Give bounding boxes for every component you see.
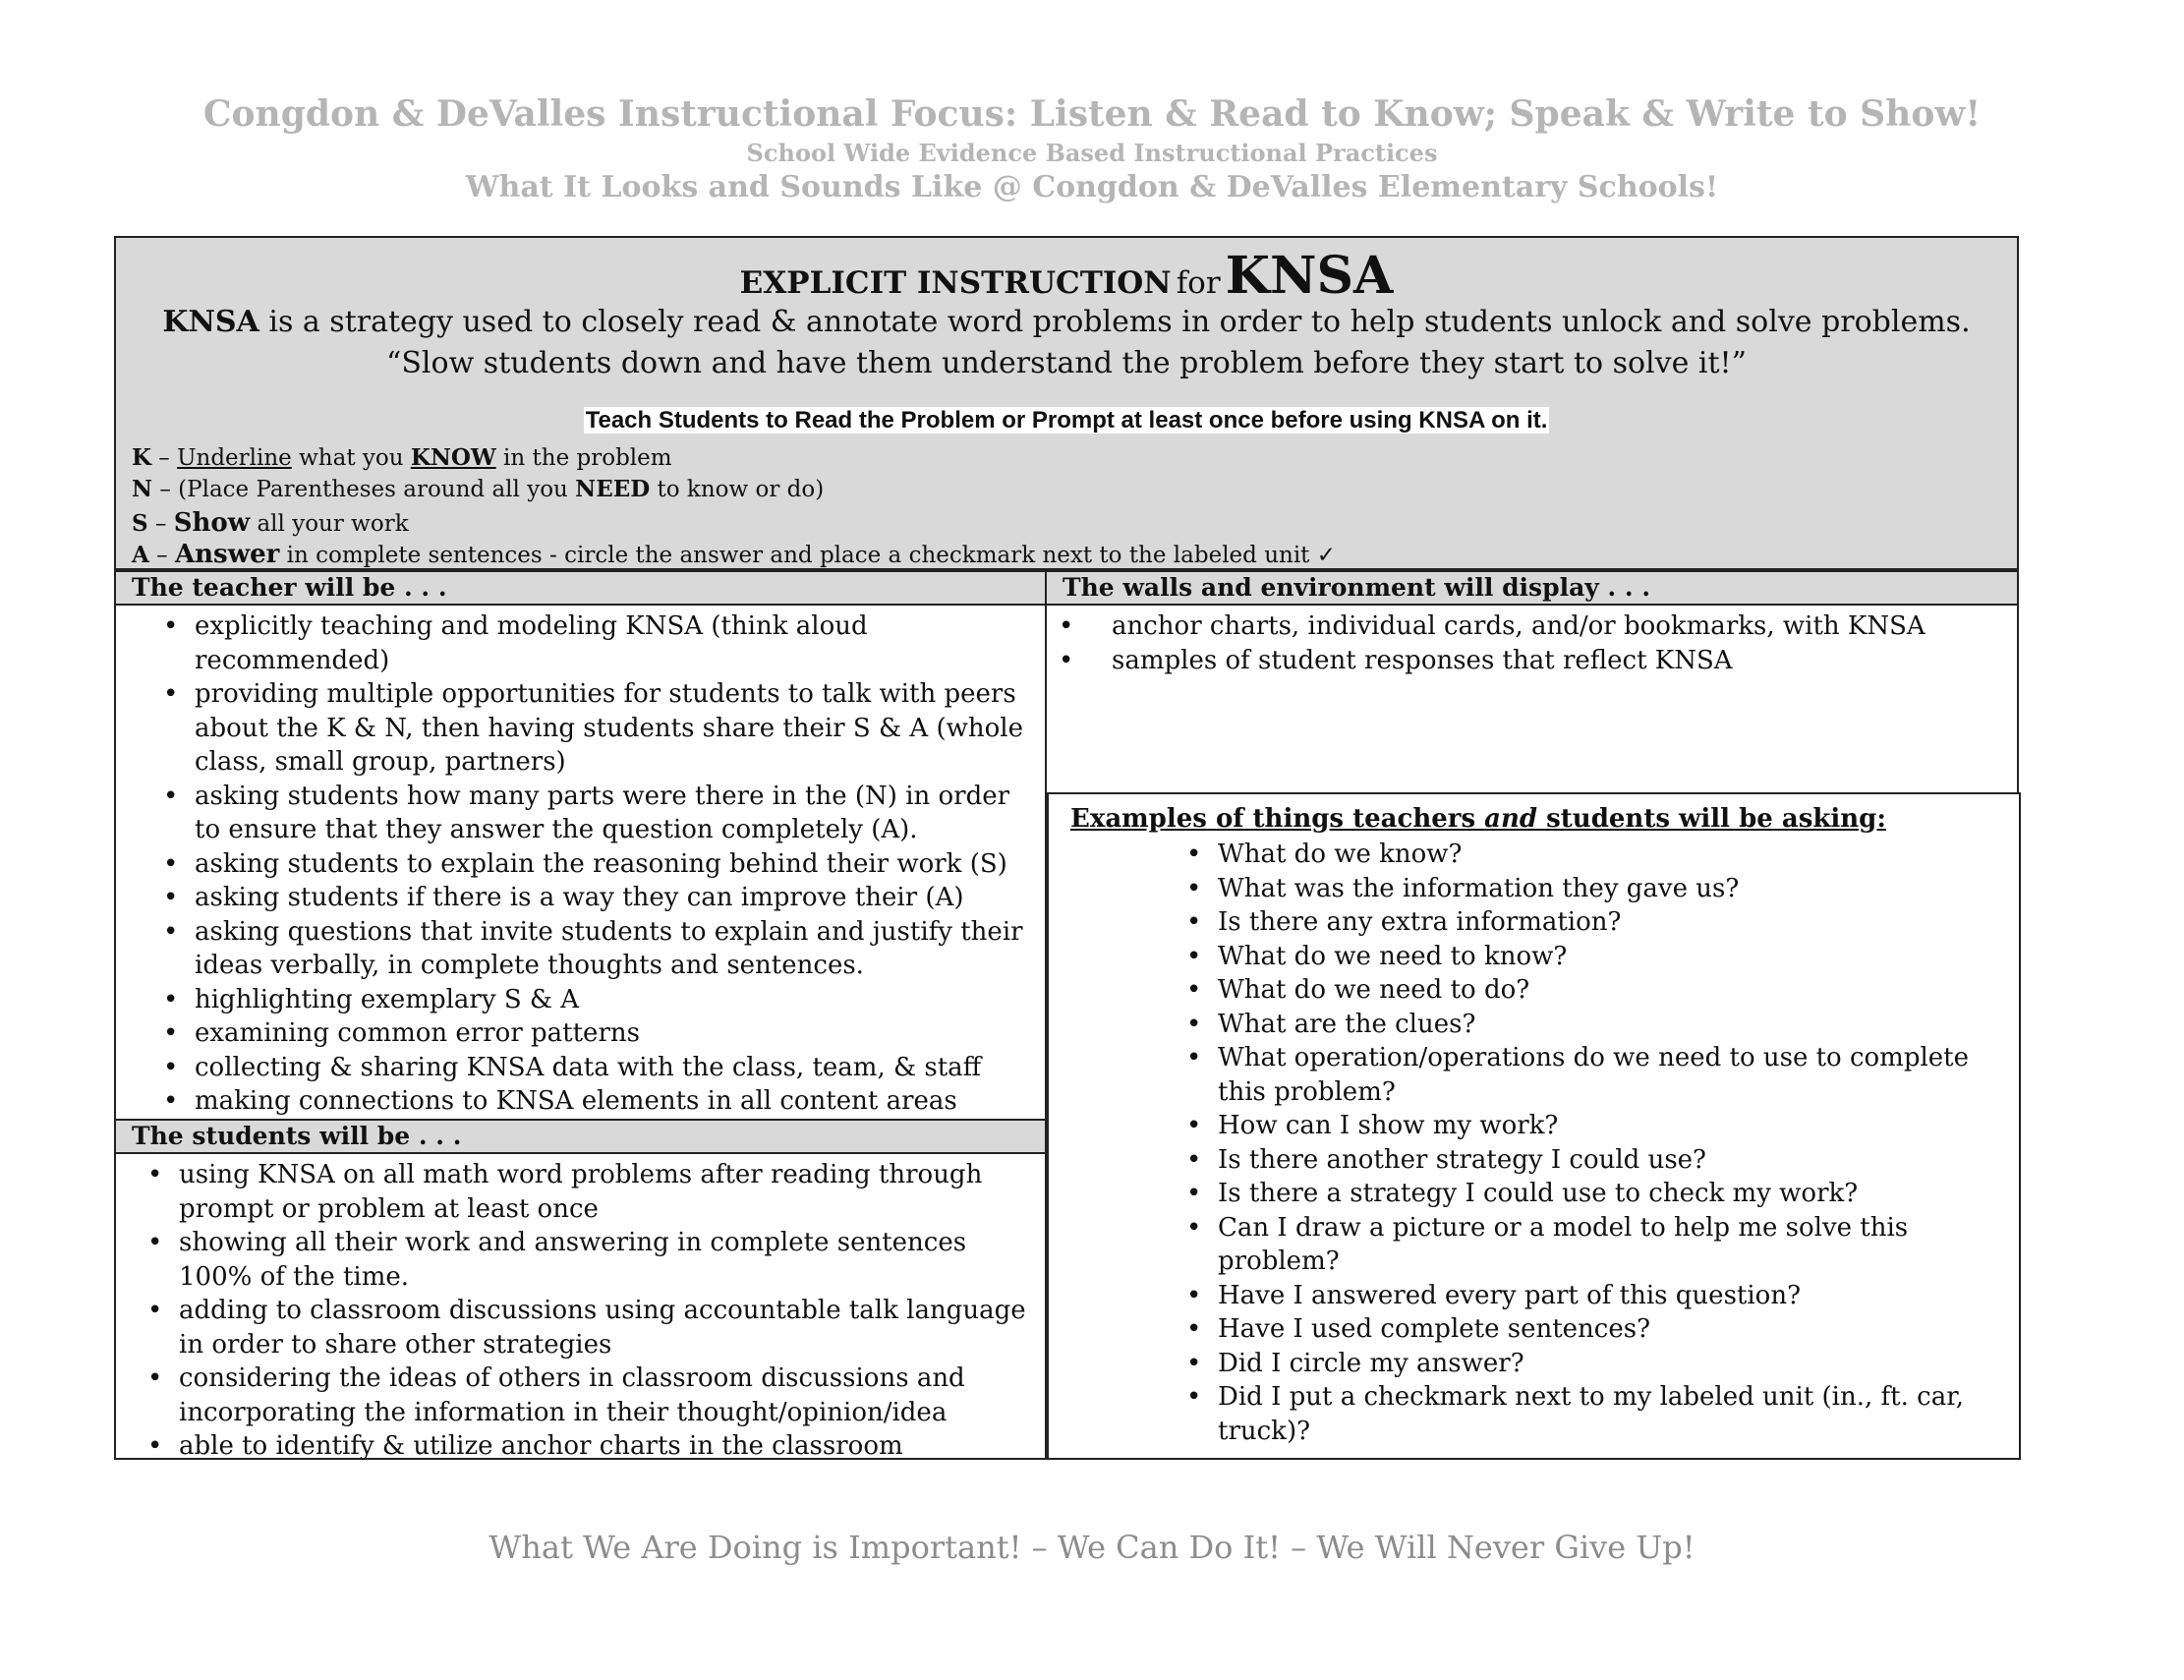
examples-list-item: • Is there a strategy I could use to check my work?: [1175, 1177, 2020, 1211]
examples-list-item: • What was the information they gave us?: [1175, 872, 2020, 906]
k-letter: K: [132, 444, 151, 471]
knsa-quote: “Slow students down and have them understand the problem before they start to solve it!”: [386, 346, 1747, 380]
examples-list-item: • Have I answered every part of this question?: [1175, 1279, 2020, 1313]
examples-heading: [1070, 804, 1886, 834]
a-keyword: Answer: [174, 540, 280, 569]
walls-section: [1045, 570, 2019, 794]
n-sep: –: [152, 477, 179, 502]
header-subtitle: School Wide Evidence Based Instructional Practices: [746, 139, 1438, 167]
knsa-overview-box: [114, 236, 2019, 570]
examples-list: [1175, 838, 2020, 1448]
students-list-item: • adding to classroom discussions using accountable talk language in order to share other strategies: [136, 1294, 1040, 1361]
examples-list-item: • What do we need to do?: [1175, 973, 2020, 1008]
teacher-list-item: • highlighting exemplary S & A: [151, 983, 1036, 1017]
walls-heading: The walls and environment will display . . .: [1047, 572, 2017, 606]
teacher-list-item: • asking students if there is a way they can improve their (A): [151, 881, 1036, 915]
students-list: [136, 1158, 1040, 1464]
s-letter: S: [132, 510, 148, 537]
s-keyword: Show: [173, 508, 251, 538]
students-list-item: • considering the ideas of others in classroom discussions and incorporating the information in their thought/opinion/idea: [136, 1361, 1040, 1429]
knsa-description: [116, 305, 2017, 339]
n-pre: (Place Parentheses around all you: [178, 477, 576, 502]
a-sep: –: [148, 543, 175, 568]
title-strategy: KNSA: [1225, 246, 1394, 306]
examples-list-item: • How can I show my work?: [1175, 1109, 2020, 1143]
n-keyword: NEED: [575, 476, 651, 502]
students-list-item: • using KNSA on all math word problems after reading through prompt or problem at least once: [136, 1158, 1040, 1226]
s-sep: –: [147, 511, 174, 537]
walls-list: [1047, 609, 2000, 677]
examples-title-em: and: [1484, 804, 1538, 834]
a-line: [132, 540, 1336, 569]
k-line: [132, 444, 672, 471]
n-rest: to know or do): [650, 477, 825, 502]
students-list-item: • showing all their work and answering in complete sentences 100% of the time.: [136, 1226, 1040, 1294]
examples-list-item: • Have I used complete sentences?: [1175, 1312, 2020, 1347]
teacher-section: [114, 570, 1047, 1121]
examples-title-pre: Examples of things teachers: [1070, 804, 1485, 834]
footer-motto: What We Are Doing is Important! – We Can Do It! – We Will Never Give Up!: [489, 1529, 1695, 1566]
examples-list-item: • Is there any extra information?: [1175, 905, 2020, 940]
teacher-list-item: • collecting & sharing KNSA data with the class, team, & staff: [151, 1051, 1036, 1085]
teacher-list: [151, 609, 1036, 1119]
s-rest: all your work: [250, 511, 409, 537]
teacher-list-item: • asking questions that invite students to explain and justify their ideas verbally, in complete thoughts and sentences.: [151, 915, 1036, 983]
s-line: [132, 508, 409, 538]
k-rest: in the problem: [495, 445, 672, 471]
students-heading: The students will be . . .: [116, 1121, 1045, 1154]
examples-list-item: • Can I draw a picture or a model to help me solve this problem?: [1175, 1211, 2020, 1279]
header-title: Congdon & DeValles Instructional Focus: Listen & Read to Know; Speak & Write to Show!: [202, 93, 1982, 135]
n-line: [132, 476, 824, 502]
examples-title-post: students will be asking:: [1537, 804, 1886, 834]
teacher-list-item: • explicitly teaching and modeling KNSA (think aloud recommended): [151, 609, 1036, 677]
examples-list-item: • What are the clues?: [1175, 1008, 2020, 1042]
teacher-list-item: • examining common error patterns: [151, 1016, 1036, 1051]
k-mid: what you: [291, 445, 411, 471]
teacher-list-item: • asking students how many parts were there in the (N) in order to ensure that they answer the question completely (A).: [151, 780, 1036, 847]
walls-list-item: • samples of student responses that reflect KNSA: [1047, 644, 2000, 678]
a-letter: A: [132, 542, 149, 568]
title-prefix: EXPLICIT INSTRUCTION: [739, 265, 1172, 301]
teach-note: [116, 407, 2017, 434]
examples-list-item: • Is there another strategy I could use?: [1175, 1143, 2020, 1178]
teacher-list-item: • making connections to KNSA elements in all content areas: [151, 1084, 1036, 1119]
examples-list-item: • Did I put a checkmark next to my labeled unit (in., ft. car, truck)?: [1175, 1380, 2020, 1448]
knsa-title: [116, 246, 2017, 306]
teach-note-text: Teach Students to Read the Problem or Prompt at least once before using KNSA on it.: [585, 407, 1548, 434]
n-letter: N: [132, 476, 153, 502]
walls-list-item: • anchor charts, individual cards, and/or bookmarks, with KNSA: [1047, 609, 2000, 644]
students-list-item: • able to identify & utilize anchor charts in the classroom: [136, 1429, 1040, 1464]
students-section: [114, 1119, 1047, 1460]
desc-keyword: KNSA: [162, 305, 259, 339]
teacher-list-item: • asking students to explain the reasoning behind their work (S): [151, 847, 1036, 882]
examples-list-item: • What operation/operations do we need to use to complete this problem?: [1175, 1041, 2020, 1109]
examples-list-item: • Did I circle my answer?: [1175, 1347, 2020, 1381]
header-tagline: What It Looks and Sounds Like @ Congdon & DeValles Elementary Schools!: [465, 170, 1719, 204]
desc-text: is a strategy used to closely read & annotate word problems in order to help students unlock and solve problems.: [259, 305, 1971, 339]
examples-list-item: • What do we need to know?: [1175, 940, 2020, 974]
teacher-list-item: • providing multiple opportunities for students to talk with peers about the K & N, then having students share their S & A (whole class, small group, partners): [151, 677, 1036, 780]
examples-list-item: • What do we know?: [1175, 838, 2020, 872]
teacher-heading: The teacher will be . . .: [116, 572, 1045, 606]
k-underline: Underline: [177, 445, 292, 471]
k-keyword: KNOW: [410, 444, 496, 471]
k-sep: –: [151, 445, 178, 471]
title-for: for: [1176, 265, 1221, 301]
examples-section: [1047, 792, 2021, 1460]
a-rest: in complete sentences - circle the answer and place a checkmark next to the labeled unit ✓: [279, 543, 1337, 568]
